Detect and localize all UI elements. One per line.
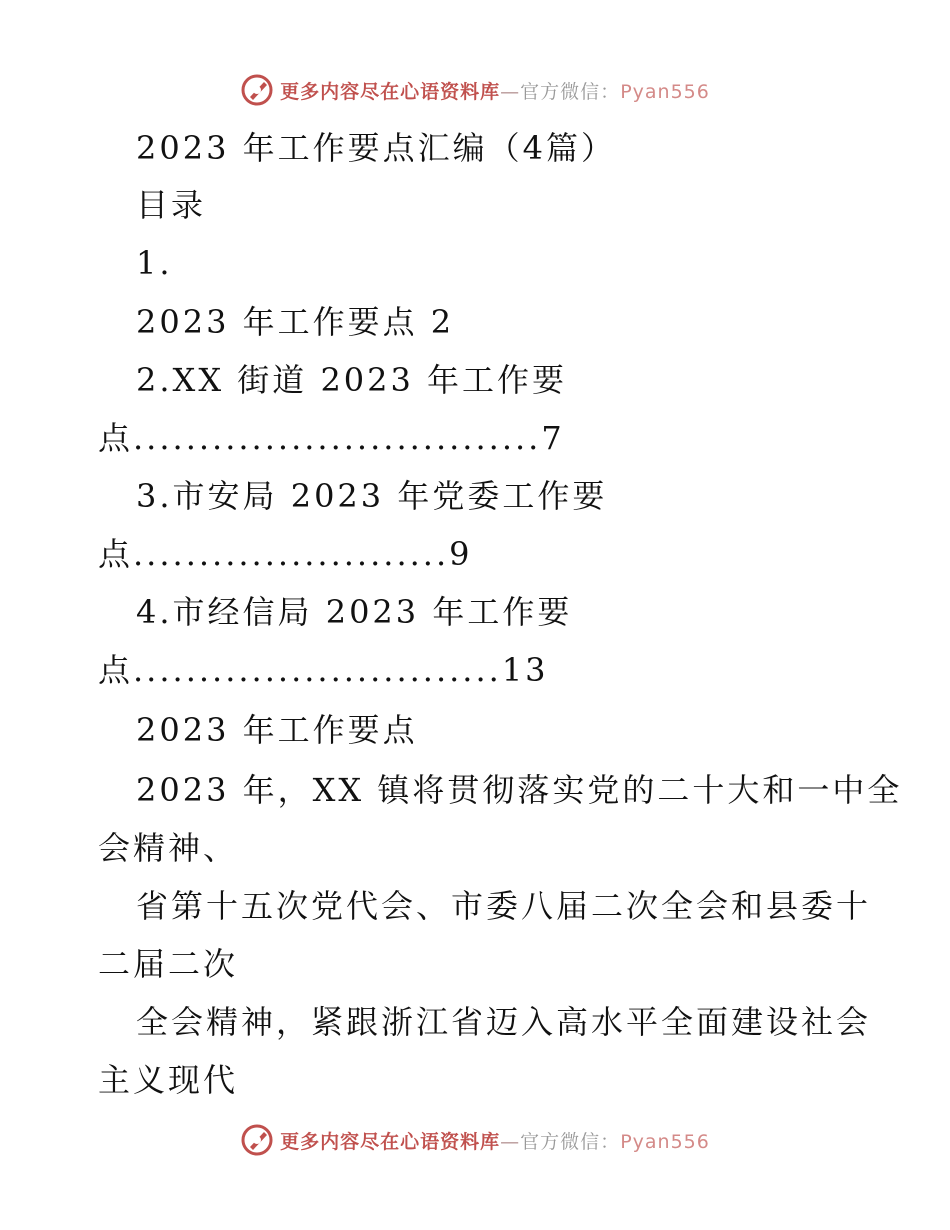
section-title: 2023 年工作要点 xyxy=(136,711,418,749)
toc-item-4-leader[interactable]: 点............................13 xyxy=(98,651,549,689)
seal-pen-icon xyxy=(240,1123,274,1157)
toc-item-4[interactable]: 4.市经信局 2023 年工作要 xyxy=(136,593,573,631)
watermark-separator: — xyxy=(500,1130,521,1153)
paragraph-1-rest: 会精神、 xyxy=(98,829,239,867)
watermark-prefix: 更多内容尽在心语资料库 xyxy=(280,1130,501,1153)
toc-item-3-leader[interactable]: 点........................9 xyxy=(98,535,473,573)
watermark-prefix: 更多内容尽在心语资料库 xyxy=(280,80,501,103)
watermark-account: Pyan556 xyxy=(620,80,710,103)
watermark-account: Pyan556 xyxy=(620,1130,710,1153)
toc-item-3[interactable]: 3.市安局 2023 年党委工作要 xyxy=(136,477,608,515)
paragraph-1-first: 2023 年，XX 镇将贯彻落实党的二十大和一中全 xyxy=(136,771,903,809)
toc-item-2-leader[interactable]: 点...............................7 xyxy=(98,419,565,457)
watermark-text xyxy=(280,1127,710,1154)
paragraph-2-first: 省第十五次党代会、市委八届二次全会和县委十 xyxy=(136,887,872,925)
watermark-top xyxy=(0,70,950,110)
seal-pen-icon xyxy=(240,73,274,107)
watermark-bottom xyxy=(0,1120,950,1160)
toc-item-2[interactable]: 2.XX 街道 2023 年工作要 xyxy=(136,361,568,399)
toc-item-1[interactable]: 2023 年工作要点 2 xyxy=(136,303,455,341)
paragraph-3-first: 全会精神，紧跟浙江省迈入高水平全面建设社会 xyxy=(136,1003,872,1041)
paragraph-3-rest: 主义现代 xyxy=(98,1061,239,1099)
watermark-middle: 官方微信： xyxy=(520,1130,621,1153)
toc-heading: 目录 xyxy=(136,186,207,224)
watermark-middle: 官方微信： xyxy=(520,80,621,103)
watermark-separator: — xyxy=(500,80,521,103)
doc-title: 2023 年工作要点汇编（4篇） xyxy=(136,129,616,167)
watermark-text xyxy=(280,77,710,104)
toc-item-1-number: 1. xyxy=(136,244,173,282)
paragraph-2-rest: 二届二次 xyxy=(98,945,239,983)
